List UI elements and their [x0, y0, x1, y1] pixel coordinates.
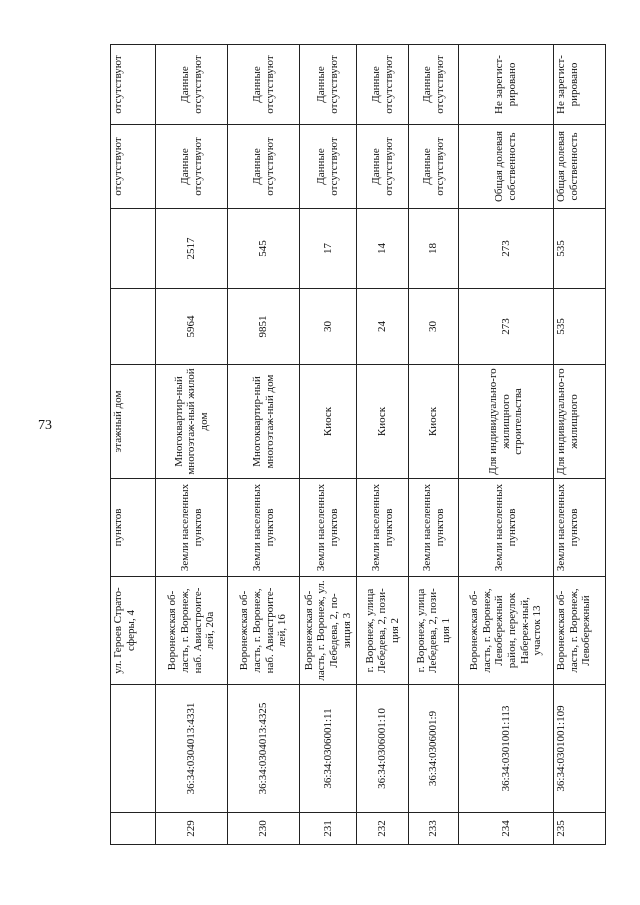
- cell-right-type: отсутствуют: [111, 125, 156, 209]
- cell-right-holder: Данные отсутствуют: [300, 45, 357, 125]
- cell-right-type: Данные отсутствуют: [228, 125, 300, 209]
- table-row: [156, 45, 228, 845]
- cell-area: 273: [459, 289, 554, 365]
- cell-number: 235: [554, 813, 606, 845]
- cell-land-category: Земли населенных пунктов: [228, 479, 300, 577]
- cell-area: 30: [409, 289, 459, 365]
- cell-right-holder: Данные отсутствуют: [409, 45, 459, 125]
- cell-cadastral-number: 36:34:0301001:109: [554, 685, 606, 813]
- cell-cadastral-number: 36:34:0306001:10: [357, 685, 409, 813]
- cell-cost: 273: [459, 209, 554, 289]
- cell-right-holder: отсутствуют: [111, 45, 156, 125]
- table-row: [459, 45, 554, 845]
- cell-address: ул. Героев Страто-сферы, 4: [111, 577, 156, 685]
- cell-cost: 545: [228, 209, 300, 289]
- cell-area: [111, 289, 156, 365]
- cell-address: Воронежская об-ласть, г. Воронеж, ул. Лебедева, 2, по-зиция 3: [300, 577, 357, 685]
- cell-number: 232: [357, 813, 409, 845]
- cell-right-type: Данные отсутствуют: [300, 125, 357, 209]
- cell-right-holder: Не зарегист-рировано: [554, 45, 606, 125]
- cell-cadastral-number: 36:34:0304013:4325: [228, 685, 300, 813]
- cell-address: Воронежская об-ласть, г. Воронеж, Левобережный: [554, 577, 606, 685]
- cell-permitted-use: Для индивидуально-го жилищного: [554, 365, 606, 479]
- cell-address: Воронежская об-ласть, г. Воронеж, наб. Авиастроите-лей, 20а: [156, 577, 228, 685]
- table-row: [409, 45, 459, 845]
- cell-land-category: Земли населенных пунктов: [409, 479, 459, 577]
- cell-right-type: Общая долевая собственность: [554, 125, 606, 209]
- cell-area: 30: [300, 289, 357, 365]
- cell-land-category: пунктов: [111, 479, 156, 577]
- cell-permitted-use: этажный дом: [111, 365, 156, 479]
- cell-area: 5964: [156, 289, 228, 365]
- cell-number: 233: [409, 813, 459, 845]
- cell-right-holder: Данные отсутствуют: [156, 45, 228, 125]
- cell-permitted-use: Для индивидуально-го жилищного строительства: [459, 365, 554, 479]
- cell-land-category: Земли населенных пунктов: [300, 479, 357, 577]
- cell-number: 234: [459, 813, 554, 845]
- cell-right-holder: Не зарегист-рировано: [459, 45, 554, 125]
- cell-cost: 14: [357, 209, 409, 289]
- cell-area: 9851: [228, 289, 300, 365]
- cell-land-category: Земли населенных пунктов: [554, 479, 606, 577]
- cell-cost: 17: [300, 209, 357, 289]
- cell-number: 231: [300, 813, 357, 845]
- cell-cost: 18: [409, 209, 459, 289]
- cell-address: г. Воронеж, улица Лебедева, 2, пози-ция 1: [409, 577, 459, 685]
- cell-land-category: Земли населенных пунктов: [156, 479, 228, 577]
- land-plot-table: [110, 44, 606, 845]
- cell-permitted-use: Многоквартир-ный многоэтаж-ный жилой дом: [156, 365, 228, 479]
- cell-land-category: Земли населенных пунктов: [459, 479, 554, 577]
- cell-cost: [111, 209, 156, 289]
- table-row: [300, 45, 357, 845]
- cell-right-type: Данные отсутствуют: [357, 125, 409, 209]
- cell-cadastral-number: 36:34:0304013:4331: [156, 685, 228, 813]
- table-row: [228, 45, 300, 845]
- page-number: 73: [38, 418, 52, 433]
- cell-cadastral-number: 36:34:0306001:9: [409, 685, 459, 813]
- cell-cadastral-number: 36:34:0306001:11: [300, 685, 357, 813]
- cell-permitted-use: Киоск: [409, 365, 459, 479]
- cell-land-category: Земли населенных пунктов: [357, 479, 409, 577]
- cell-number: [111, 813, 156, 845]
- cell-right-type: Данные отсутствуют: [409, 125, 459, 209]
- cell-right-holder: Данные отсутствуют: [357, 45, 409, 125]
- cell-permitted-use: Киоск: [357, 365, 409, 479]
- cell-cost: 535: [554, 209, 606, 289]
- cell-address: Воронежская об-ласть, г. Воронеж, наб. Авиастроите-лей, 16: [228, 577, 300, 685]
- cell-cadastral-number: 36:34:0301001:113: [459, 685, 554, 813]
- cell-address: г. Воронеж, улица Лебедева, 2, пози-ция 2: [357, 577, 409, 685]
- table-row: [357, 45, 409, 845]
- cell-cadastral-number: [111, 685, 156, 813]
- cell-permitted-use: Многоквартир-ный многоэтаж-ный дом: [228, 365, 300, 479]
- cell-number: 229: [156, 813, 228, 845]
- table-row-continued: [111, 45, 156, 845]
- cell-area: 535: [554, 289, 606, 365]
- table-row: [554, 45, 606, 845]
- rotated-table-container: [110, 45, 593, 845]
- cell-number: 230: [228, 813, 300, 845]
- cell-address: Воронежская об-ласть, г. Воронеж, Левобережный район, переулок Набереж-ный, участок 13: [459, 577, 554, 685]
- cell-right-type: Общая долевая собственность: [459, 125, 554, 209]
- cell-right-holder: Данные отсутствуют: [228, 45, 300, 125]
- cell-area: 24: [357, 289, 409, 365]
- cell-permitted-use: Киоск: [300, 365, 357, 479]
- cell-cost: 2517: [156, 209, 228, 289]
- cell-right-type: Данные отсутствуют: [156, 125, 228, 209]
